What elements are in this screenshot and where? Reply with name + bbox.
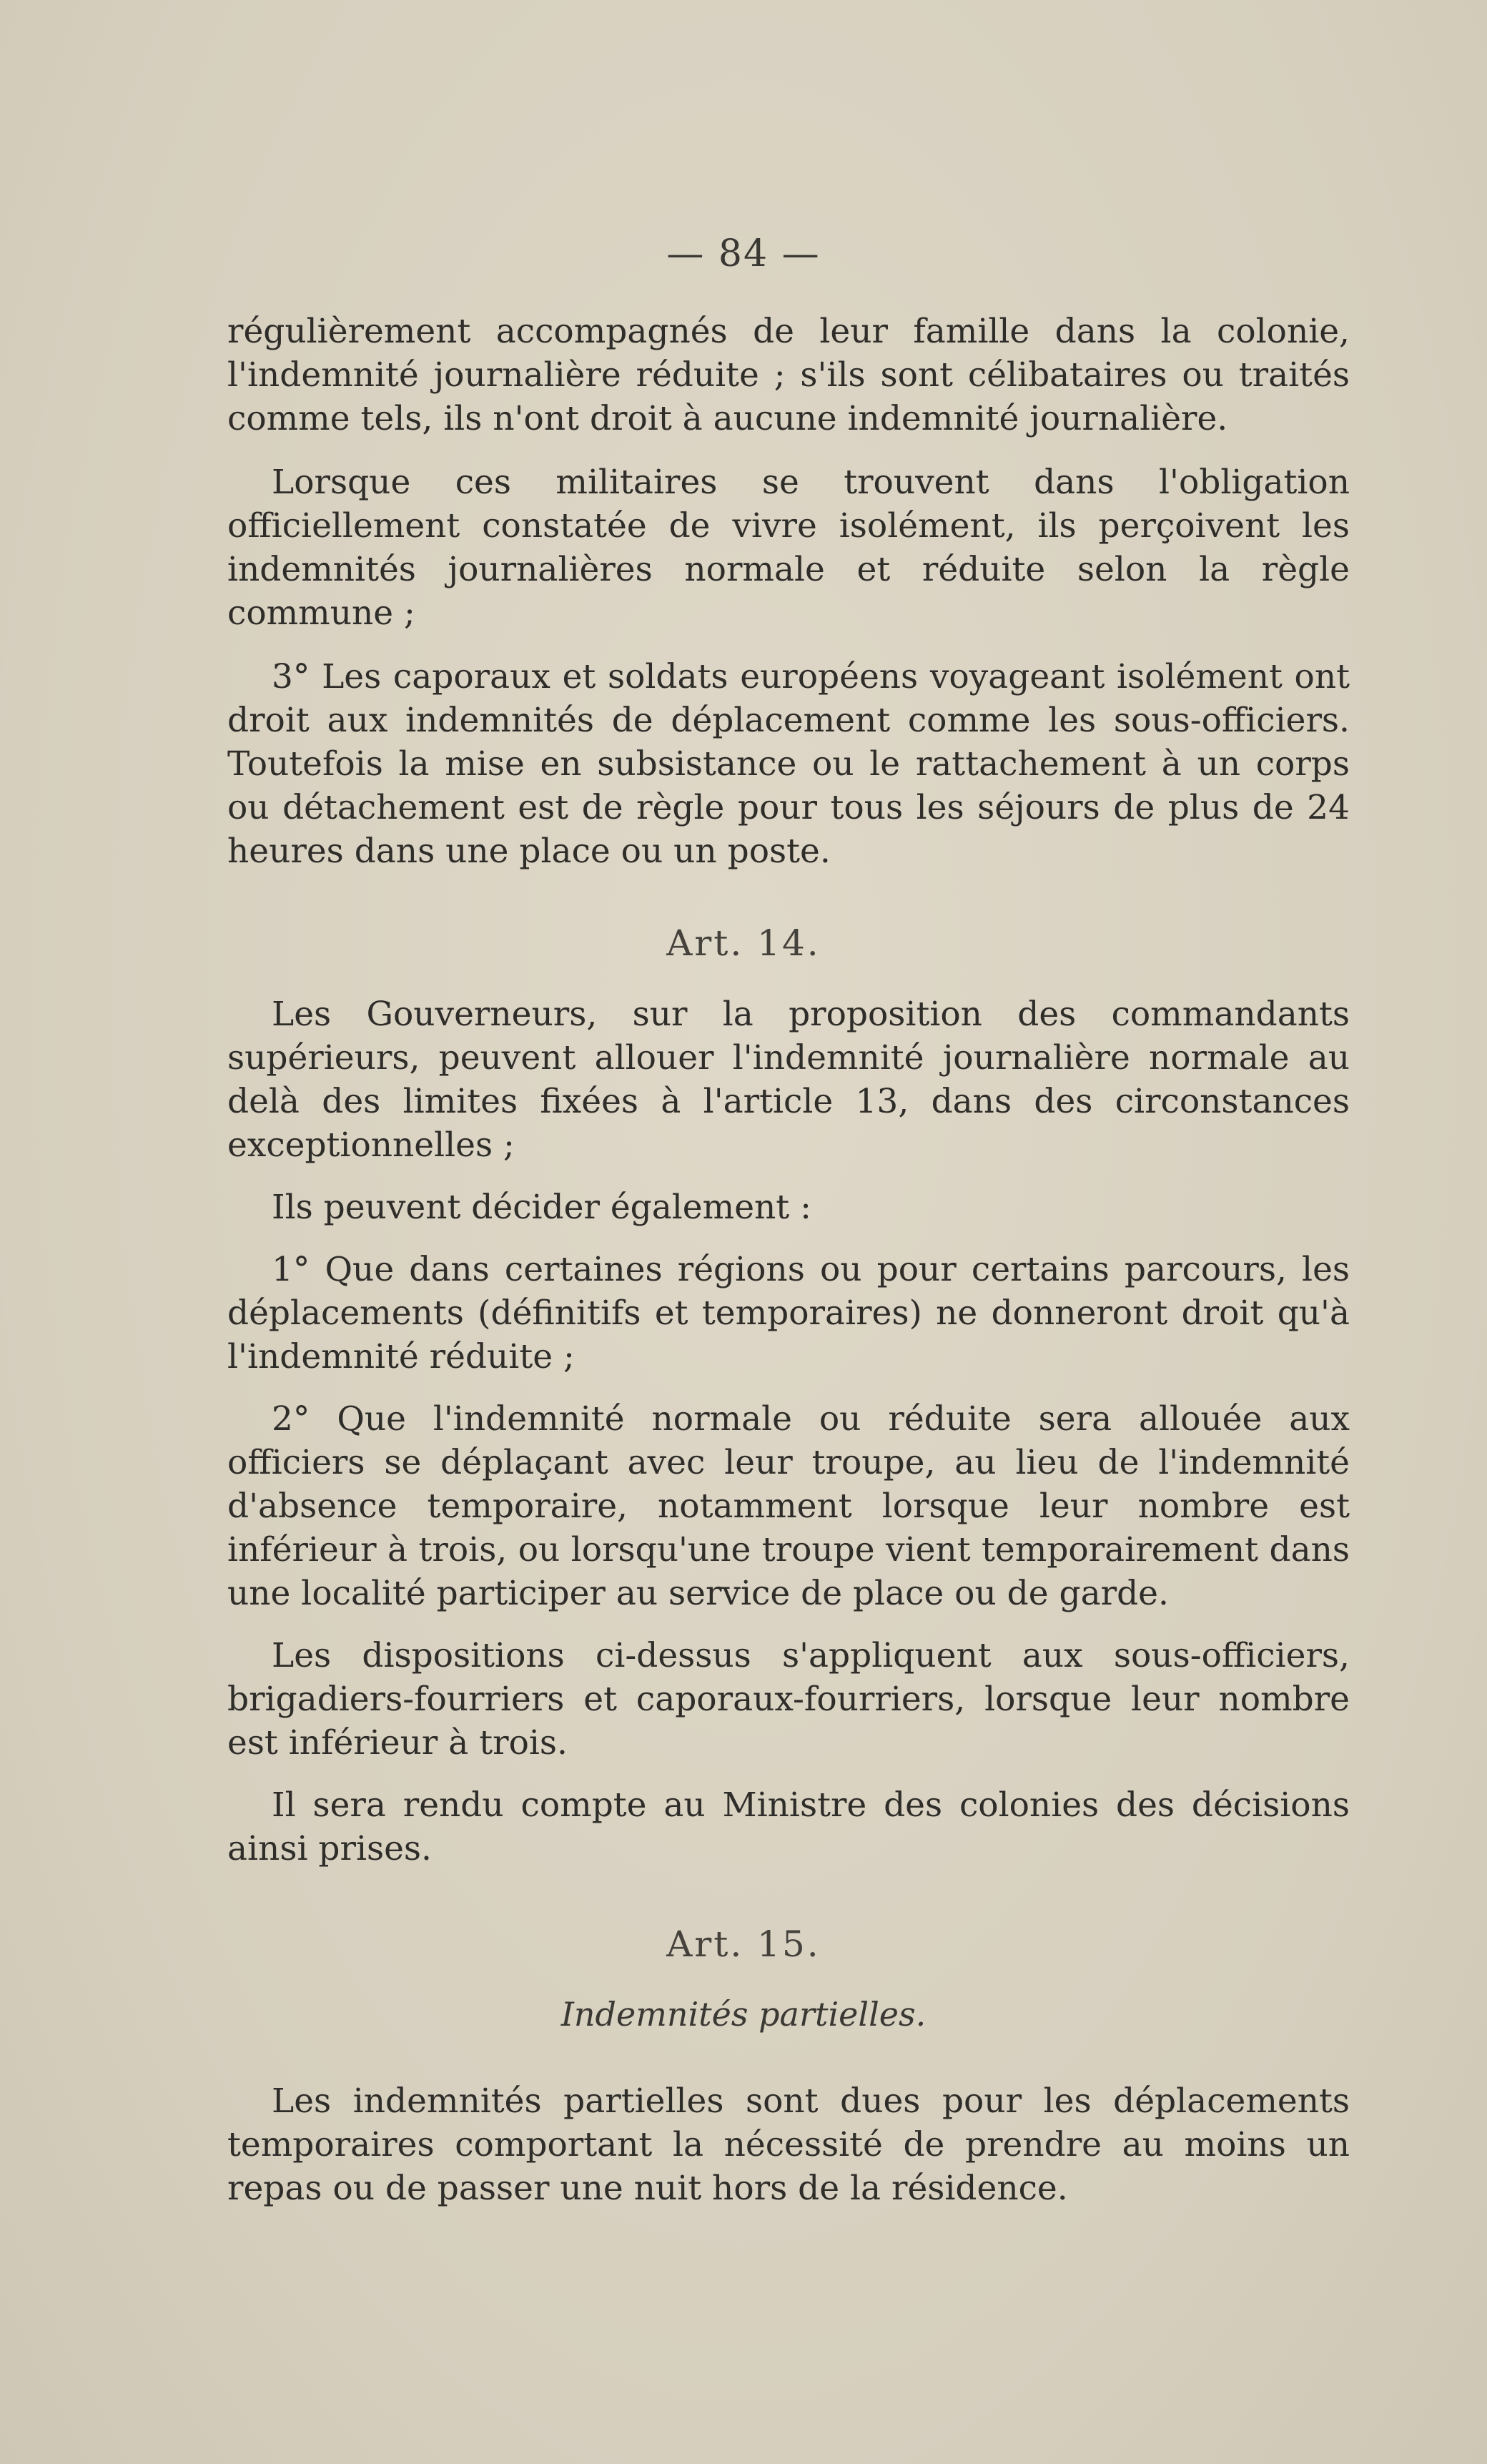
article-14-body bbox=[227, 992, 1350, 1871]
article-15-subheading: Indemnités partielles. bbox=[560, 1995, 927, 2034]
top-text-block bbox=[227, 310, 1350, 873]
paragraph-indemnites-partielles: Les indemnités partielles sont dues pour les déplacements temporaires comportant la nécessité de prendre au moins un repas ou de passer une nuit hors de la résidence. bbox=[227, 2081, 1350, 2208]
paragraph-ils-peuvent: Ils peuvent décider également : bbox=[272, 1188, 811, 1227]
article-14-heading: Art. 14. bbox=[666, 922, 821, 964]
paragraph-point-1: 1° Que dans certaines régions ou pour certains parcours, les déplacements (définitifs et temporaires) ne donneront droit qu'à l'indemnité réduite ; bbox=[227, 1250, 1350, 1376]
paragraph-isolement: Lorsque ces militaires se trouvent dans l'obligation officiellement constatée de vivre isolément, ils perçoivent les indemnités journalières normale et réduite selon la règle commune ; bbox=[227, 463, 1350, 633]
paragraph-compte-rendu: Il sera rendu compte au Ministre des colonies des décisions ainsi prises. bbox=[227, 1785, 1350, 1868]
paragraph-caporaux: 3° Les caporaux et soldats européens voyageant isolément ont droit aux indemnités de déplacement comme les sous-officiers. Toutefois la mise en subsistance ou le rattachement à un corps ou détachement est de règle pour tous les séjours de plus de 24 heures dans une place ou un poste. bbox=[227, 657, 1350, 871]
paragraph-dispositions: Les dispositions ci-dessus s'appliquent aux sous-officiers, brigadiers-fourriers et caporaux-fourriers, lorsque leur nombre est inférieur à trois. bbox=[227, 1636, 1350, 1763]
paragraph-gouverneurs: Les Gouverneurs, sur la proposition des commandants supérieurs, peuvent allouer l'indemnité journalière normale au delà des limites fixées à l'article 13, dans des circonstances exceptionnelles ; bbox=[227, 995, 1350, 1165]
article-15-body bbox=[227, 2079, 1350, 2210]
paragraph-continuation: régulièrement accompagnés de leur famille dans la colonie, l'indemnité journalière réduite ; s'ils sont célibataires ou traités comme tels, ils n'ont droit à aucune indemnité journalière. bbox=[227, 312, 1350, 438]
article-15-heading: Art. 15. bbox=[666, 1923, 821, 1965]
paragraph-point-2: 2° Que l'indemnité normale ou réduite sera allouée aux officiers se déplaçant avec leur troupe, au lieu de l'indemnité d'absence temporaire, notamment lorsque leur nombre est inférieur à trois, ou lorsqu'une troupe vient temporairement dans une localité participer au service de place ou de garde. bbox=[227, 1399, 1350, 1613]
page-number: — 84 — bbox=[666, 232, 821, 275]
